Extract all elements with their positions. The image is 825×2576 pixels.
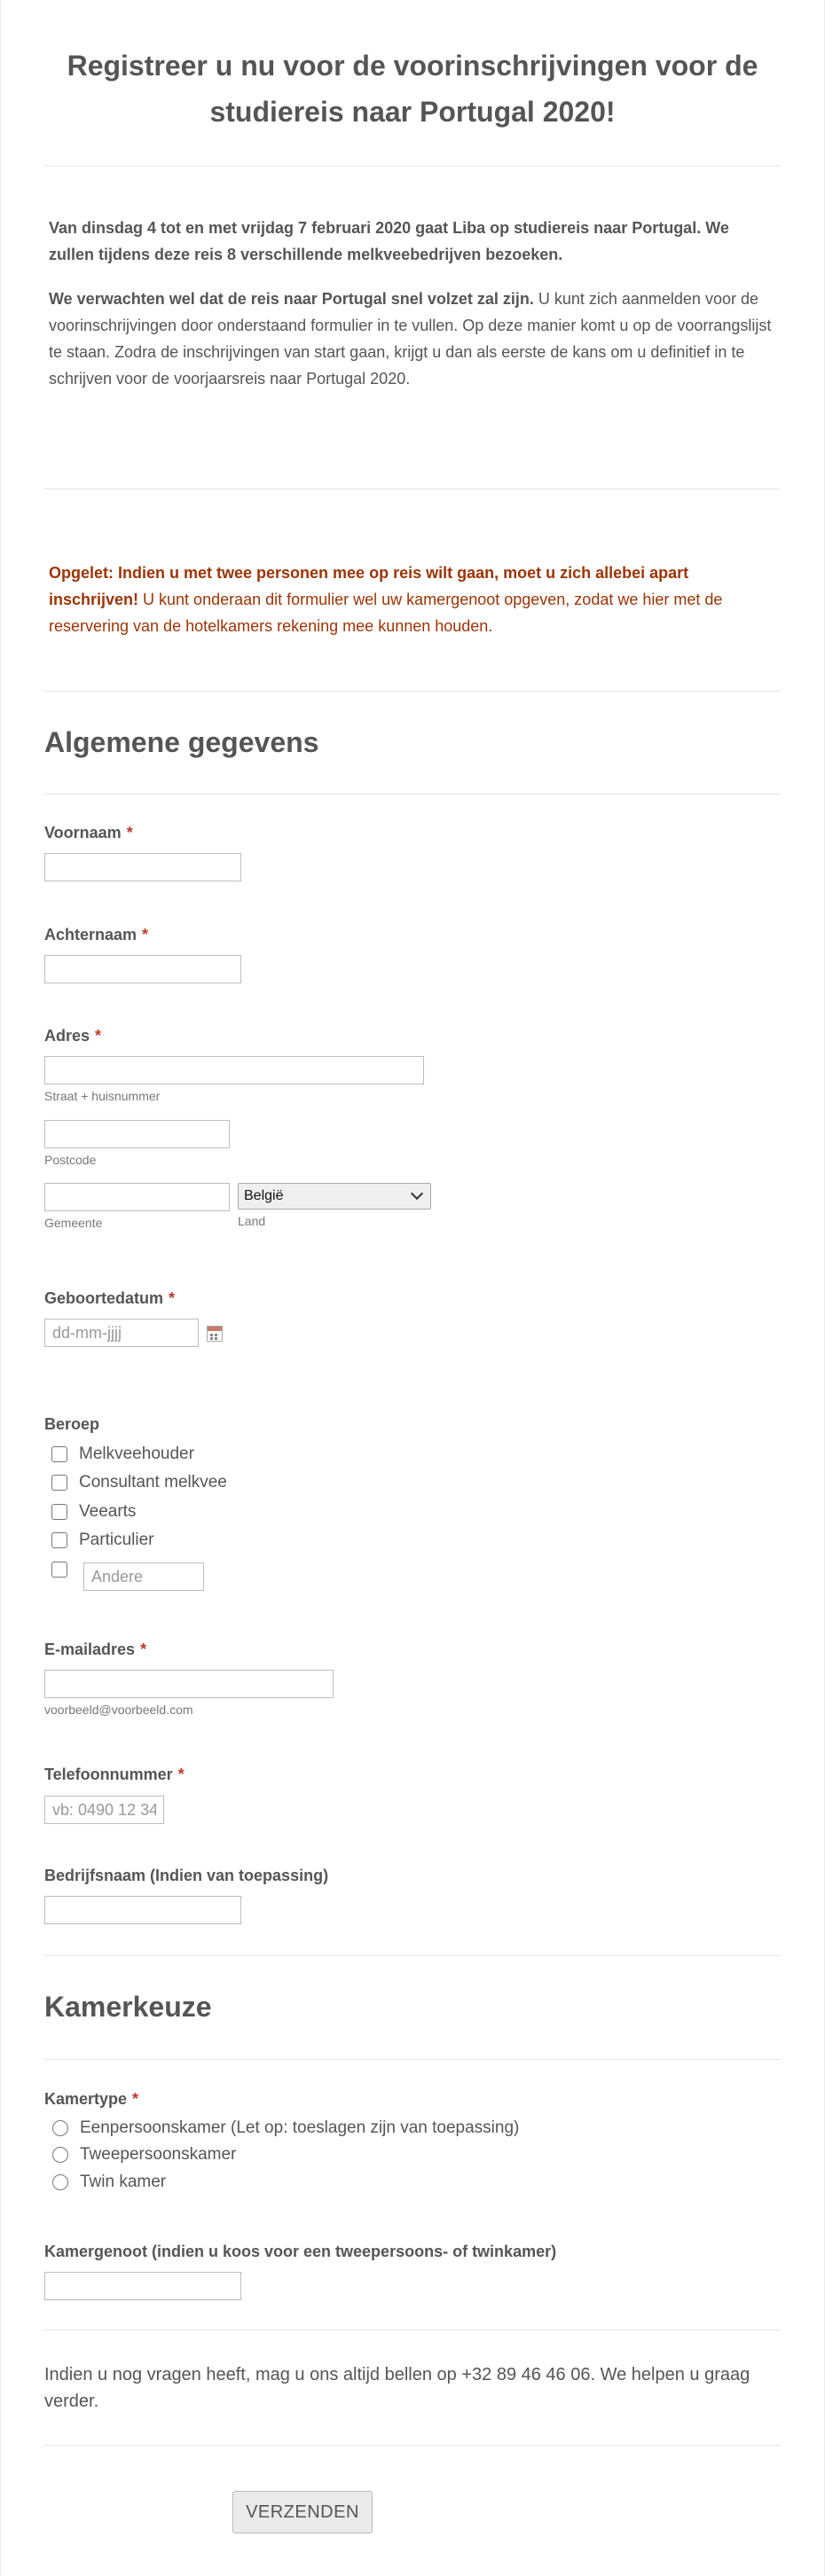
calendar-icon-dot — [210, 1337, 213, 1340]
section-heading-general: Algemene gegevens — [44, 726, 319, 758]
intro-highlight-text: We verwachten wel dat de reis naar Portugal snel volzet zal zijn. — [49, 290, 534, 308]
phone-input[interactable] — [44, 1796, 164, 1824]
field-label-bedrijf — [44, 1866, 328, 1885]
radio-twin-kamer[interactable] — [52, 2174, 68, 2190]
required-marker: * — [126, 824, 133, 842]
field-label-telefoon — [44, 1765, 185, 1784]
postcode-sublabel: Postcode — [44, 1153, 97, 1167]
email-sublabel: voorbeeld@voorbeeld.com — [44, 1703, 193, 1717]
gemeente-input[interactable] — [44, 1183, 230, 1211]
label-text: Voornaam — [44, 824, 122, 842]
warning-bold-text: Opgelet: Indien u met twee personen mee op reis wilt gaan, moet u zich allebei apart inschrijven! — [49, 564, 689, 608]
voornaam-input[interactable] — [44, 853, 241, 881]
submit-button[interactable]: VERZENDEN — [232, 2491, 373, 2533]
checkbox-consultant-melkvee[interactable] — [51, 1475, 67, 1491]
other-profession-input[interactable] — [83, 1562, 204, 1591]
required-marker: * — [169, 1289, 176, 1307]
intro-paragraph-2 — [49, 286, 776, 392]
warning-body-text: U kunt onderaan dit formulier wel uw kamergenoot opgeven, zodat we hier met de reservering van de hotelkamers rekening mee kunnen houden. — [49, 591, 723, 635]
calendar-icon-dot — [215, 1337, 217, 1340]
intro-body-text: U kunt zich aanmelden voor de voorinschrijvingen door onderstaand formulier in te vullen. Op deze manier komt u op de voorrangslijst te staan. Zodra de inschrijvingen van start gaan, krijgt u dan als eerste de kans om u definitief in te schrijven voor de voorjaarsreis naar Portugal 2020. — [49, 290, 772, 388]
radio-label: Tweepersoonskamer — [80, 2145, 237, 2164]
required-marker: * — [140, 1640, 147, 1658]
field-label-adres — [44, 1026, 101, 1045]
label-text: Achternaam — [44, 926, 138, 943]
label-text: Geboortedatum — [44, 1289, 164, 1307]
company-input[interactable] — [44, 1896, 241, 1924]
label-text: Beroep — [44, 1415, 100, 1433]
chevron-down-icon — [411, 1187, 423, 1200]
achternaam-input[interactable] — [44, 955, 241, 983]
checkbox-label: Consultant melkvee — [79, 1473, 227, 1492]
field-label-beroep — [44, 1414, 99, 1434]
radio-eenpersoonskamer[interactable] — [52, 2120, 68, 2136]
radio-tweepersoonskamer[interactable] — [52, 2147, 68, 2163]
checkbox-label: Melkveehouder — [79, 1445, 194, 1463]
divider — [44, 2445, 781, 2446]
field-label-achternaam — [44, 925, 148, 944]
calendar-icon-dot — [215, 1334, 217, 1336]
street-sublabel: Straat + huisnummer — [44, 1089, 161, 1103]
field-label-voornaam — [44, 823, 133, 842]
field-label-kamertype — [44, 2089, 138, 2109]
radio-label: Twin kamer — [80, 2173, 167, 2191]
label-text: E-mailadres — [44, 1640, 136, 1658]
intro-bold-text: Van dinsdag 4 tot en met vrijdag 7 februari 2020 gaat Liba op studiereis naar Portugal. We zullen tijdens deze reis 8 verschillende melkveebedrijven bezoeken. — [49, 219, 729, 263]
checkbox-particulier[interactable] — [51, 1532, 67, 1548]
country-select[interactable] — [238, 1183, 431, 1210]
country-selected-value: België — [244, 1188, 284, 1203]
gemeente-sublabel: Gemeente — [44, 1216, 103, 1230]
page-border-left — [0, 0, 1, 2576]
birthdate-input[interactable] — [44, 1319, 199, 1347]
divider — [44, 2329, 781, 2330]
checkbox-label: Particulier — [79, 1531, 154, 1549]
checkbox-melkveehouder[interactable] — [51, 1446, 67, 1462]
required-marker: * — [132, 2090, 139, 2108]
roommate-input[interactable] — [44, 2272, 241, 2300]
divider — [44, 794, 781, 795]
field-label-kamergenoot — [44, 2242, 556, 2261]
divider — [44, 166, 781, 167]
checkbox-veearts[interactable] — [51, 1504, 67, 1520]
divider — [44, 2059, 781, 2060]
label-text: Kamergenoot (indien u koos voor een tweepersoons- of twinkamer) — [44, 2243, 557, 2260]
postcode-input[interactable] — [44, 1120, 230, 1148]
required-marker: * — [177, 1766, 185, 1783]
label-text: Kamertype — [44, 2090, 128, 2108]
required-marker: * — [95, 1027, 102, 1045]
label-text: Adres — [44, 1027, 90, 1045]
warning-paragraph — [49, 560, 776, 639]
label-text: Telefoonnummer — [44, 1766, 173, 1783]
section-heading-room: Kamerkeuze — [44, 1991, 212, 2023]
page-title: Registreer u nu voor de voorinschrijvingen voor de studiereis naar Portugal 2020! — [67, 50, 758, 128]
field-label-email — [44, 1640, 146, 1659]
street-input[interactable] — [44, 1056, 424, 1084]
divider — [44, 1955, 781, 1956]
radio-label: Eenpersoonskamer (Let op: toeslagen zijn van toepassing) — [80, 2118, 520, 2137]
contact-note: Indien u nog vragen heeft, mag u ons altijd bellen op +32 89 46 46 06. We helpen u graag verder. — [44, 2365, 750, 2411]
required-marker: * — [142, 926, 149, 943]
calendar-icon-dot — [210, 1334, 213, 1336]
email-input[interactable] — [44, 1670, 334, 1698]
field-label-geboortedatum — [44, 1288, 175, 1308]
country-sublabel: Land — [238, 1214, 266, 1228]
divider — [44, 691, 781, 692]
calendar-icon[interactable] — [207, 1326, 223, 1342]
intro-paragraph-1 — [49, 215, 776, 268]
checkbox-label: Veearts — [79, 1502, 137, 1521]
label-text: Bedrijfsnaam (Indien van toepassing) — [44, 1867, 329, 1884]
checkbox-andere[interactable] — [51, 1562, 67, 1578]
calendar-icon-header — [208, 1327, 222, 1331]
